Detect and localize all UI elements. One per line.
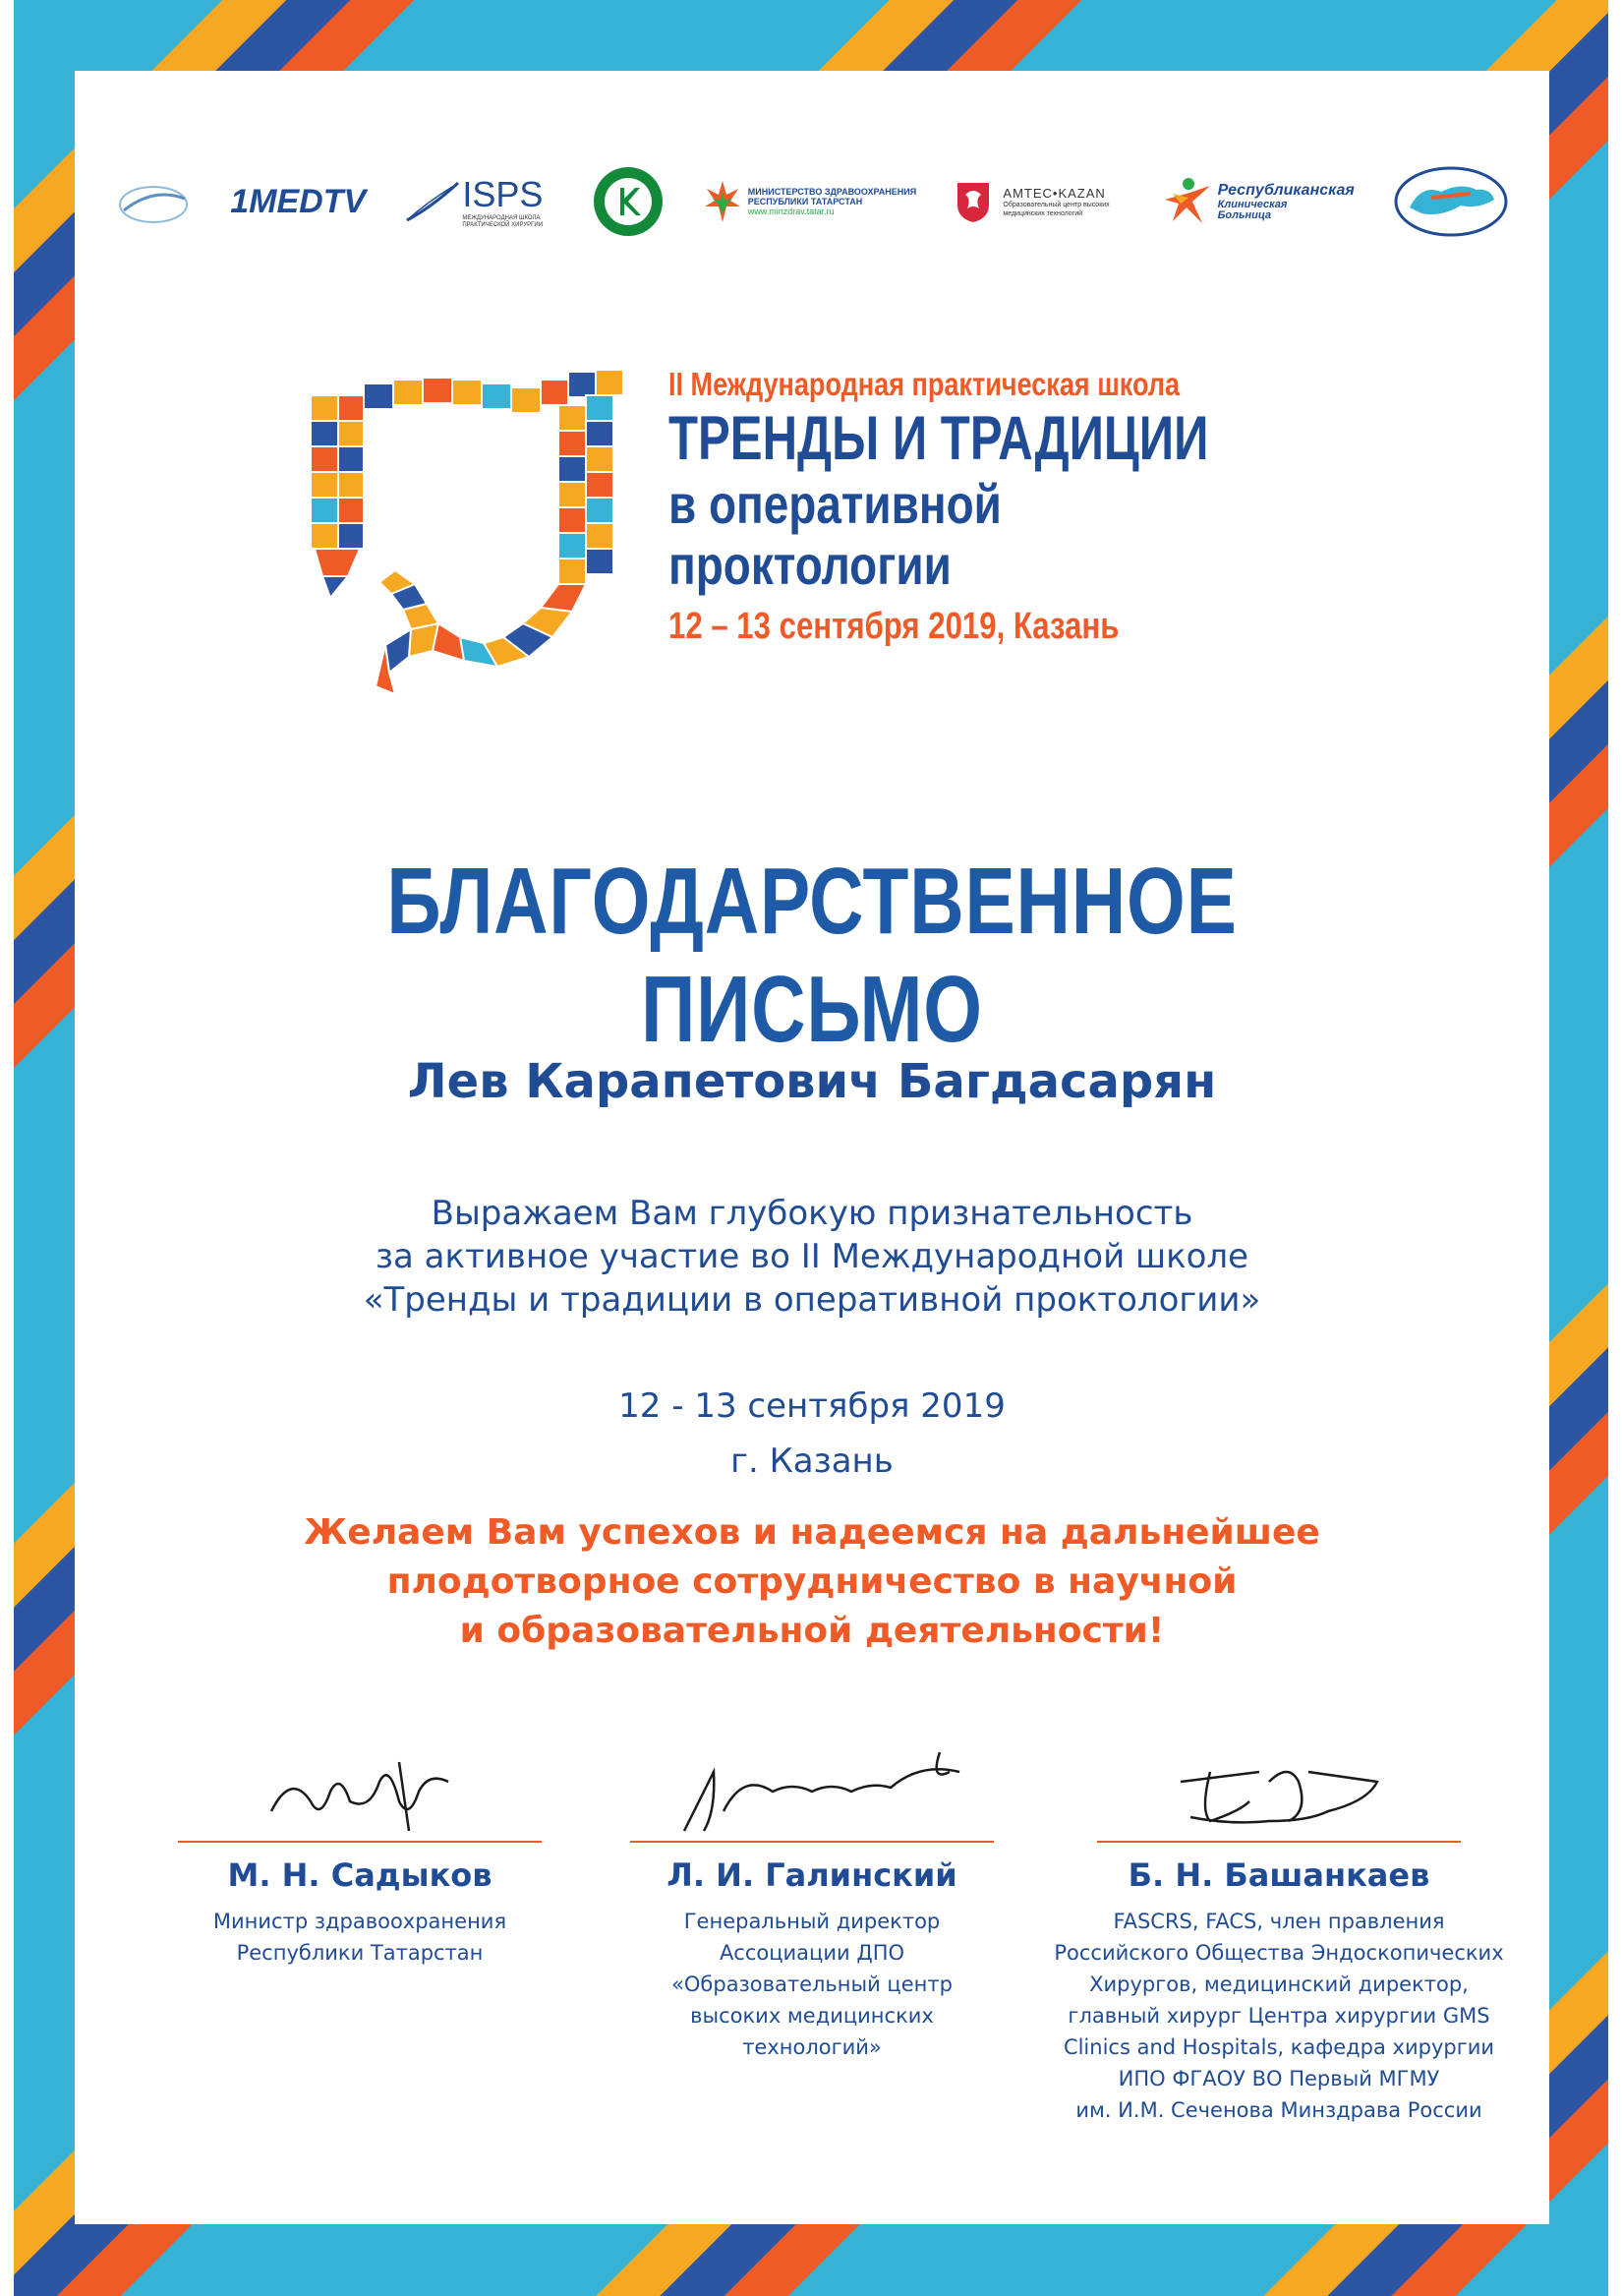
- hospital-figure-icon: [1159, 174, 1214, 229]
- amtec-kazan-logo: [954, 147, 1121, 256]
- rkb-line1: Республиканская: [1217, 182, 1355, 199]
- event-title-line3: проктологии: [668, 534, 952, 596]
- wish-line3: и образовательной деятельности!: [459, 1611, 1165, 1651]
- rkb-line2: Клиническая: [1217, 199, 1288, 210]
- amtec-logo-subtext: Образовательный центр высоких медицинских технологий: [1003, 201, 1110, 217]
- gratitude-line3: «Тренды и традиции в оперативной проктологии»: [363, 1280, 1261, 1320]
- signatory-2: [606, 1742, 1018, 2063]
- republican-hospital-logo: [1159, 147, 1355, 256]
- event-header: [668, 366, 1416, 648]
- signature-sadykov: [252, 1742, 468, 1841]
- signatory-name: М. Н. Садыков: [227, 1856, 492, 1894]
- role-line: «Образовательный центр: [671, 1972, 953, 1996]
- minzdrav-url: www.minzdrav.tatar.ru: [747, 206, 835, 216]
- minzdrav-tatarstan-logo: [703, 147, 916, 256]
- signatory-role: [153, 1906, 566, 1969]
- signatory-role: [1048, 1906, 1510, 2126]
- signatory-name: Л. И. Галинский: [666, 1856, 957, 1894]
- medtv-logo: [230, 147, 366, 256]
- rkb-line3: Больница: [1217, 209, 1271, 221]
- role-line: высоких медицинских: [690, 2004, 934, 2028]
- signature-line: [1097, 1841, 1461, 1843]
- isps-logo-subtext: МЕЖДУНАРОДНАЯ ШКОЛА ПРАКТИЧЕСКОЙ ХИРУРГИИ: [462, 215, 544, 228]
- event-title-line1: ТРЕНДЫ И ТРАДИЦИИ: [668, 404, 1209, 473]
- role-line: им. И.М. Сеченова Минздрава России: [1075, 2098, 1482, 2122]
- isps-logo-text: ISPS: [462, 174, 544, 214]
- amtec-logo-text: AMTEC•KAZAN: [1003, 185, 1106, 201]
- recipient-name: Лев Карапетович Багдасарян: [407, 1054, 1217, 1109]
- isps-logo: [403, 147, 552, 256]
- colon-mosaic-logo: [301, 366, 635, 700]
- association-logo: [114, 147, 193, 256]
- wish-text: [75, 1508, 1549, 1656]
- document-title: БЛАГОДАРСТВЕННОЕ ПИСЬМО: [386, 849, 1238, 1062]
- signatory-name: Б. Н. Башанкаев: [1128, 1856, 1430, 1894]
- role-line: Ассоциации ДПО: [719, 1941, 905, 1965]
- surgeons-society-logo: [1392, 147, 1510, 256]
- role-line: технологий»: [742, 2035, 882, 2059]
- signature-bashankaev: [1151, 1742, 1407, 1841]
- letter-date: 12 - 13 сентября 2019: [618, 1386, 1006, 1426]
- signature-line: [630, 1841, 994, 1843]
- event-date-place: [75, 1379, 1549, 1489]
- role-line: ИПО ФГАОУ ВО Первый МГМУ: [1118, 2067, 1440, 2090]
- gratitude-line1: Выражаем Вам глубокую признательность: [431, 1194, 1193, 1233]
- role-line: Хирургов, медицинский директор,: [1089, 1972, 1469, 1996]
- event-date: 12 – 13 сентября 2019, Казань: [668, 606, 1120, 647]
- letter-city: г. Казань: [730, 1442, 894, 1481]
- minzdrav-line1: МИНИСТЕРСТВО ЗДРАВООХРАНЕНИЯ: [747, 187, 917, 197]
- signatory-3: [1048, 1742, 1510, 2126]
- partner-logos-row: [114, 147, 1510, 256]
- signatory-role: [606, 1906, 1018, 2063]
- medtv-logo-text: 1MEDTV: [230, 182, 367, 220]
- isps-scalpel-icon: [403, 177, 462, 226]
- role-line: Республики Татарстан: [236, 1941, 484, 1965]
- amtec-shield-icon: [954, 179, 993, 224]
- role-line: Российского Общества Эндоскопических: [1054, 1941, 1504, 1965]
- role-line: Министр здравоохранения: [212, 1910, 507, 1933]
- signature-galinsky: [645, 1742, 979, 1841]
- event-title-line2: в оперативной: [668, 473, 1002, 535]
- certificate-paper: [75, 71, 1549, 2224]
- minzdrav-line2: РЕСПУБЛИКИ ТАТАРСТАН: [747, 197, 863, 206]
- gratitude-line2: за активное участие во II Международной школе: [375, 1237, 1249, 1276]
- signature-line: [178, 1841, 542, 1843]
- role-line: Clinics and Hospitals, кафедра хирургии: [1063, 2035, 1495, 2059]
- wish-line2: плодотворное сотрудничество в научной: [386, 1561, 1238, 1602]
- role-line: Генеральный директор: [683, 1910, 941, 1933]
- role-line: главный хирург Центра хирургии GMS: [1068, 2004, 1490, 2028]
- event-subtitle: II Международная практическая школа: [668, 366, 1181, 402]
- signatory-1: [153, 1742, 566, 1969]
- wish-line1: Желаем Вам успехов и надеемся на дальнейшее: [304, 1512, 1320, 1553]
- gratitude-text: [75, 1192, 1549, 1322]
- role-line: FASCRS, FACS, член правления: [1113, 1910, 1445, 1933]
- coloproctology-association-logo: [591, 147, 666, 256]
